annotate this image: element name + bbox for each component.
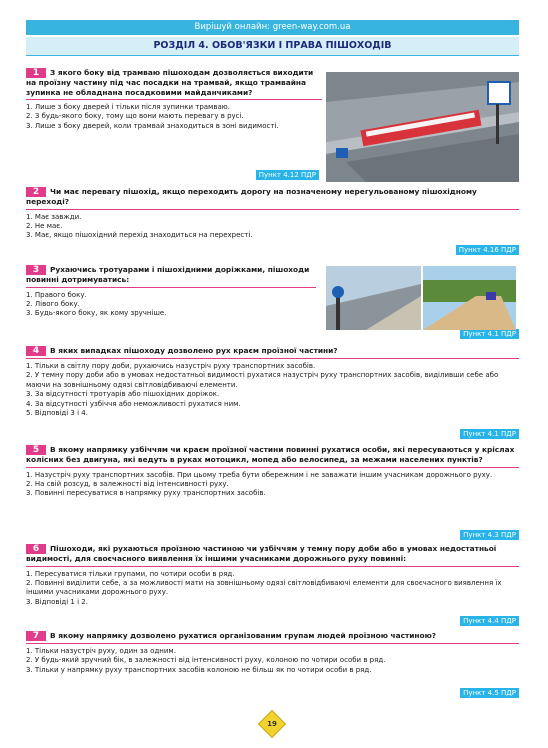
question-number: 3 xyxy=(26,265,46,275)
rule-reference[interactable]: Пункт 4.16 ПДР xyxy=(456,245,519,255)
question-number: 7 xyxy=(26,631,46,641)
answer-option[interactable]: 2. Лівого боку. xyxy=(26,299,80,308)
answer-option[interactable]: 3. Має, якщо пішохідний перехід знаходиться на перехресті. xyxy=(26,231,253,240)
answer-option[interactable]: 1. Лише з боку дверей і тільки після зупинки трамваю. xyxy=(26,103,230,111)
answer-option[interactable]: 1. Тільки назустріч руху, один за одним. xyxy=(26,647,176,655)
question-2 xyxy=(26,187,519,257)
answer-option[interactable]: 2. У темну пору доби або в умовах недостатньої видимості рухатися назустріч руху транспортних засобів, виділивши себе або маючи на зовнішньому одязі світловідбиваючі елементи. xyxy=(26,371,499,389)
question-number: 1 xyxy=(26,68,46,78)
question-1-header xyxy=(26,68,322,100)
answer-option[interactable]: 4. За відсутності узбіччя або неможливості рухатися ним. xyxy=(26,399,241,408)
rule-reference[interactable]: Пункт 4.1 ПДР xyxy=(460,329,519,339)
page-number: 19 xyxy=(267,720,277,728)
question-6 xyxy=(26,544,519,628)
answer-option[interactable]: 1. Тільки в світлу пору доби, рухаючись назустріч руху транспортних засобів. xyxy=(26,362,316,370)
answer-list xyxy=(26,471,519,499)
question-text: Чи має перевагу пішохід, якщо переходить дорогу на позначеному нерегульованому пішохідному переході? xyxy=(26,187,477,206)
rule-reference[interactable]: Пункт 4.4 ПДР xyxy=(460,616,519,626)
question-3-header xyxy=(26,265,316,288)
question-number: 2 xyxy=(26,187,46,197)
answer-option[interactable]: 1. Правого боку. xyxy=(26,290,87,299)
rule-reference[interactable]: Пункт 4.12 ПДР xyxy=(256,170,319,180)
answer-option[interactable]: 2. На свій розсуд, в залежності від інтенсивності руху. xyxy=(26,479,229,488)
answer-list xyxy=(26,362,519,418)
sidewalk-illustration xyxy=(326,266,516,330)
question-6-header xyxy=(26,544,519,567)
rule-reference[interactable]: Пункт 4.5 ПДР xyxy=(460,688,519,698)
answer-option[interactable]: 3. Відповіді 1 і 2. xyxy=(26,597,88,606)
question-text: В якому напрямку узбіччям чи краєм проїзної частини повинні рухатися особи, які пересуваються у кріслах колісних без двигуна, які ведуть в руках мотоцикл, мопед або велосипед, за межами населених пунктів? xyxy=(26,445,515,464)
question-4-header xyxy=(26,346,519,359)
answer-option[interactable]: 5. Відповіді 3 і 4. xyxy=(26,409,88,418)
answer-list xyxy=(26,647,519,675)
answer-list xyxy=(26,103,322,131)
question-text: В яких випадках пішоходу дозволено рух краєм проїзної частини? xyxy=(50,346,338,355)
answer-option[interactable]: 3. За відсутності тротуарів або пішохідних доріжок. xyxy=(26,390,220,399)
answer-list xyxy=(26,291,316,319)
question-7 xyxy=(26,631,519,701)
question-4 xyxy=(26,346,519,444)
question-5-header xyxy=(26,445,519,468)
question-text: Рухаючись тротуарами і пішохідними доріжками, пішоходи повинні дотримуватись: xyxy=(26,265,310,284)
answer-option[interactable]: 1. Має завжди. xyxy=(26,212,82,221)
answer-option[interactable]: 3. Будь-якого боку, як кому зручніше. xyxy=(26,309,167,318)
website-banner[interactable]: Вирішуй онлайн: green-way.com.ua xyxy=(26,20,519,35)
question-text: В якому напрямку дозволено рухатися організованим групам людей проїзною частиною? xyxy=(50,631,437,640)
sidewalk-image xyxy=(326,266,516,330)
answer-option[interactable]: 2. Не має. xyxy=(26,221,63,230)
answer-option[interactable]: 1. Назустріч руху транспортних засобів. При цьому треба бути обережним і не заважати іншим учасникам дорожнього руху. xyxy=(26,470,493,479)
answer-list xyxy=(26,570,519,608)
page-number-badge xyxy=(258,710,286,738)
answer-option[interactable]: 1. Пересуватися тільки групами, по чотири особи в ряд. xyxy=(26,569,235,578)
rule-reference[interactable]: Пункт 4.1 ПДР xyxy=(460,429,519,439)
tram-stop-illustration xyxy=(326,72,519,182)
question-7-header xyxy=(26,631,519,644)
answer-option[interactable]: 2. Повинні виділити себе, а за можливості мати на зовнішньому одязі світловідбиваючі елементи для своєчасного виявлення їх іншими учасниками дорожнього руху. xyxy=(26,578,502,597)
rule-reference[interactable]: Пункт 4.3 ПДР xyxy=(460,530,519,540)
question-number: 6 xyxy=(26,544,46,554)
answer-option[interactable]: 3. Тільки у напрямку руху транспортних засобів колоною не більш як по чотири особи в ряд. xyxy=(26,665,372,674)
answer-option[interactable]: 3. Повинні пересуватися в напрямку руху транспортних засобів. xyxy=(26,489,266,498)
question-number: 5 xyxy=(26,445,46,455)
answer-option[interactable]: 2. У будь-який зручний бік, в залежності від інтенсивності руху, колоною по чотири особи в ряд. xyxy=(26,656,386,665)
tram-stop-image xyxy=(326,72,519,182)
question-2-header xyxy=(26,187,519,210)
question-text: Пішоходи, які рухаються проїзною частиною чи узбіччям у темну пору доби або в умовах недостатньої видимості, для своєчасного виявлення їх іншими учасниками дорожнього руху повинні: xyxy=(26,544,497,563)
question-number: 4 xyxy=(26,346,46,356)
answer-list xyxy=(26,213,519,241)
answer-option[interactable]: 3. Лише з боку дверей, коли трамвай знаходиться в зоні видимості. xyxy=(26,121,279,130)
question-text: З якого боку від трамваю пішоходам дозволяється виходити на проїзну частину під час посадки на трамвай, якщо трамвайна зупинка не обладнана посадковими майданчиками? xyxy=(26,68,314,97)
question-5 xyxy=(26,445,519,543)
answer-option[interactable]: 2. З будь-якого боку, тому що вони мають перевагу в русі. xyxy=(26,112,244,121)
section-title: РОЗДІЛ 4. ОБОВ'ЯЗКИ І ПРАВА ПІШОХОДІВ xyxy=(26,37,519,56)
